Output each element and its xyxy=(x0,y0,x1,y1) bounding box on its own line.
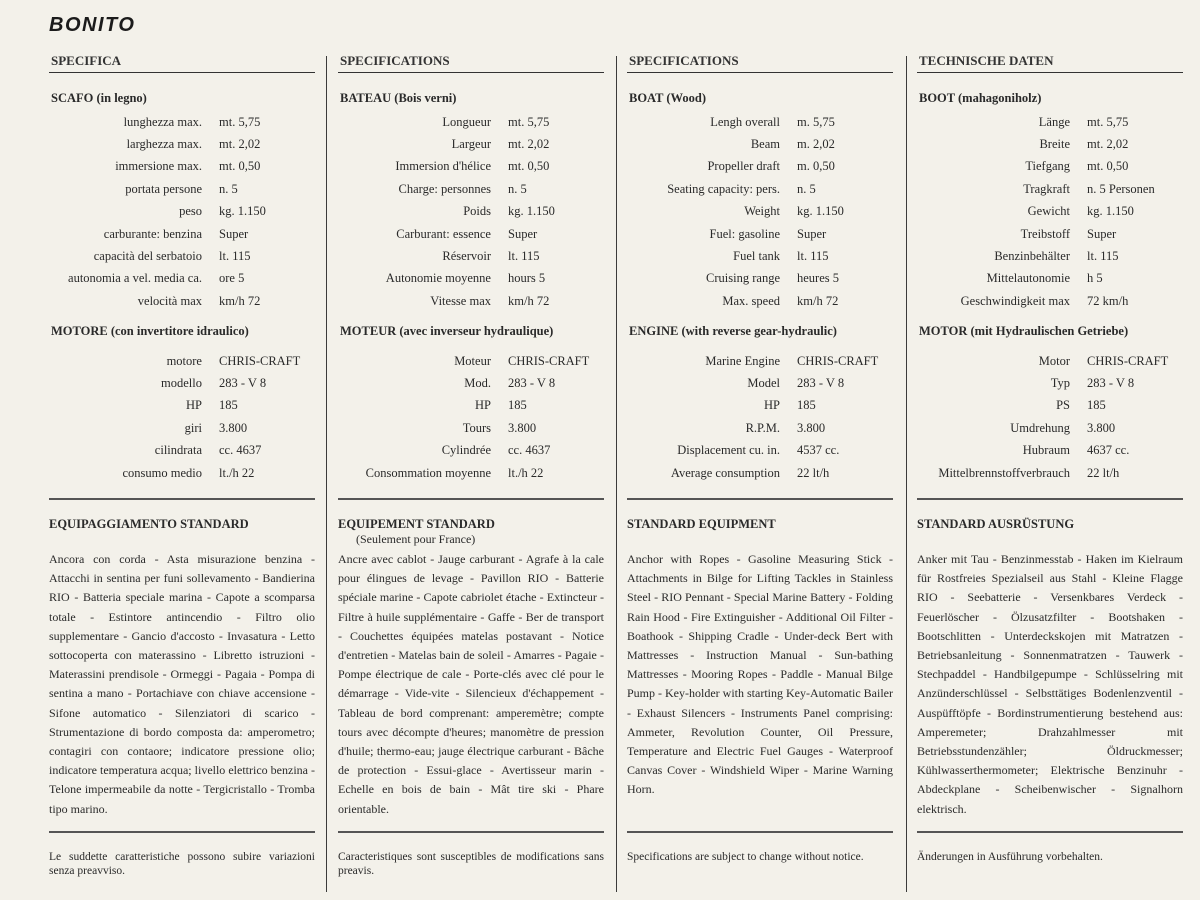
spec-value: 185 xyxy=(508,398,527,413)
spec-value: n. 5 xyxy=(797,181,816,196)
spec-value: n. 5 xyxy=(508,181,527,196)
spec-row xyxy=(338,462,589,484)
spec-label: carburante: benzina xyxy=(103,226,202,241)
column-header: SPECIFICATIONS xyxy=(338,50,604,73)
spec-label: modello xyxy=(161,376,202,391)
spec-label: Mittelautonomie xyxy=(986,271,1070,286)
spec-label: Typ xyxy=(1050,376,1070,391)
spec-label: lunghezza max. xyxy=(123,114,202,129)
spec-label: Mittelbrennstoffverbrauch xyxy=(938,465,1070,480)
spec-label: Tragkraft xyxy=(1023,181,1070,196)
spec-label: Poids xyxy=(463,204,491,219)
spec-value: mt. 0,50 xyxy=(1087,159,1129,174)
spec-label: giri xyxy=(184,420,202,435)
spec-value: lt. 115 xyxy=(1087,249,1119,264)
spec-label: Geschwindigkeit max xyxy=(960,293,1070,308)
equipment-title xyxy=(627,517,776,532)
column-divider xyxy=(906,56,907,892)
spec-label: Fuel tank xyxy=(733,249,780,264)
spec-label: R.P.M. xyxy=(745,420,780,435)
spec-row xyxy=(49,290,266,312)
spec-row xyxy=(627,395,878,417)
spec-label: Motor xyxy=(1038,353,1070,368)
spec-value: n. 5 xyxy=(219,181,238,196)
spec-value: CHRIS-CRAFT xyxy=(219,353,301,368)
spec-row xyxy=(917,440,1168,462)
disclaimer-note: Caracteristiques sont susceptibles de modifications sans preavis. xyxy=(338,851,604,877)
spec-row xyxy=(627,440,878,462)
column-header: SPECIFICA xyxy=(49,50,315,73)
spec-label: HP xyxy=(475,398,491,413)
spec-value: 3.800 xyxy=(797,420,826,435)
spec-value: CHRIS-CRAFT xyxy=(797,353,879,368)
spec-label: Longueur xyxy=(442,114,491,129)
spec-value: mt. 5,75 xyxy=(219,114,261,129)
spec-row xyxy=(338,417,589,439)
spec-row xyxy=(338,395,589,417)
spec-row xyxy=(49,372,300,394)
spec-value: ore 5 xyxy=(219,271,245,286)
equipment-list: Ancre avec cablot - Jauge carburant - Agrafe à la cale pour élingues de levage - Pavillon RIO - Batterie spéciale marine - Capote cabriolet étache - Extincteur - Filtre à huile supplémentaire - Gaffe - Ber de transport - Couchettes équipées matelas postavant - Notice d'entretien - Matelas bain de soleil - Amarres - Pagaie - Pompe électrique de cale - Porte-clés avec clé pour le démarrage - Vide-vite - Silencieux d'échappement - Tableau de bord comprenant: amperemètre; compte tours avec décompte d'heures; manomètre de pression d'huile; thermo-eau; jauge électrique carburant - Bâche de protection - Essui-glace - Avertisseur marin - Echelle en bois de bain - Mât tire ski - Phare orientable. xyxy=(338,552,604,816)
spec-row xyxy=(917,178,1155,200)
spec-row xyxy=(627,133,844,155)
spec-label: Marine Engine xyxy=(705,353,780,368)
spec-row xyxy=(338,133,555,155)
spec-value: lt./h 22 xyxy=(219,465,255,480)
spec-label: velocità max xyxy=(137,293,202,308)
spec-value: cc. 4637 xyxy=(219,443,262,458)
spec-label: Average consumption xyxy=(670,465,780,480)
spec-label: Charge: personnes xyxy=(398,181,491,196)
engine-section-title: MOTORE (con invertitore idraulico) xyxy=(51,324,249,338)
spec-label: immersione max. xyxy=(115,159,202,174)
spec-label: HP xyxy=(764,398,780,413)
spec-row xyxy=(49,201,266,223)
spec-row xyxy=(917,372,1168,394)
spec-label: Tours xyxy=(462,420,491,435)
spec-row xyxy=(49,178,266,200)
spec-value: mt. 2,02 xyxy=(219,137,261,152)
spec-value: 72 km/h xyxy=(1087,293,1129,308)
spec-label: Umdrehung xyxy=(1010,420,1070,435)
spec-row xyxy=(49,223,266,245)
spec-row xyxy=(627,372,878,394)
equipment-title xyxy=(917,517,1074,532)
spec-row xyxy=(627,350,878,372)
spec-row xyxy=(917,111,1155,133)
spec-label: Lengh overall xyxy=(710,114,780,129)
column-divider xyxy=(616,56,617,892)
spec-row xyxy=(917,462,1168,484)
section-divider xyxy=(338,498,604,500)
spec-row xyxy=(917,223,1155,245)
spec-value: Super xyxy=(1087,226,1117,241)
spec-label: Weight xyxy=(744,204,780,219)
spec-row xyxy=(49,156,266,178)
spec-value: 4637 cc. xyxy=(1087,443,1130,458)
spec-value: mt. 5,75 xyxy=(508,114,550,129)
spec-value: n. 5 Personen xyxy=(1087,181,1155,196)
section-divider xyxy=(627,831,893,833)
engine-specs xyxy=(338,350,589,484)
spec-value: kg. 1.150 xyxy=(219,204,266,219)
equipment-subtitle: (Seulement pour France) xyxy=(356,532,476,546)
language-column xyxy=(627,50,893,863)
spec-row xyxy=(338,201,555,223)
spec-value: 185 xyxy=(219,398,238,413)
spec-label: Moteur xyxy=(454,353,491,368)
spec-row xyxy=(49,462,300,484)
spec-label: Benzinbehälter xyxy=(994,249,1070,264)
spec-value: 3.800 xyxy=(1087,420,1116,435)
spec-label: Fuel: gasoline xyxy=(709,226,780,241)
spec-value: CHRIS-CRAFT xyxy=(508,353,590,368)
spec-value: 283 - V 8 xyxy=(1087,376,1135,391)
spec-label: autonomia a vel. media ca. xyxy=(68,271,202,286)
spec-label: Max. speed xyxy=(722,293,780,308)
spec-label: Cruising range xyxy=(706,271,780,286)
spec-value: cc. 4637 xyxy=(508,443,551,458)
spec-label: Largeur xyxy=(451,137,491,152)
spec-label: Seating capacity: pers. xyxy=(667,181,780,196)
spec-value: 3.800 xyxy=(219,420,248,435)
spec-row xyxy=(338,178,555,200)
engine-section-title: MOTOR (mit Hydraulischen Getriebe) xyxy=(919,324,1129,338)
spec-label: Tiefgang xyxy=(1025,159,1070,174)
spec-label: capacità del serbatoio xyxy=(93,249,202,264)
engine-specs xyxy=(917,350,1168,484)
spec-value: 4537 cc. xyxy=(797,443,840,458)
column-header: TECHNISCHE DATEN xyxy=(917,50,1183,73)
hull-specs xyxy=(917,111,1155,313)
spec-row xyxy=(338,372,589,394)
hull-section-title: BOOT (mahagoniholz) xyxy=(919,91,1042,105)
spec-row xyxy=(49,350,300,372)
spec-value: h 5 xyxy=(1087,271,1103,286)
spec-label: peso xyxy=(179,204,202,219)
spec-value: heures 5 xyxy=(797,271,839,286)
spec-value: kg. 1.150 xyxy=(508,204,555,219)
section-divider xyxy=(338,831,604,833)
engine-specs xyxy=(49,350,300,484)
spec-row xyxy=(917,290,1155,312)
spec-row xyxy=(917,156,1155,178)
spec-label: Hubraum xyxy=(1022,443,1070,458)
spec-value: mt. 0,50 xyxy=(508,159,550,174)
spec-label: Consommation moyenne xyxy=(365,465,491,480)
section-divider xyxy=(627,498,893,500)
spec-value: 283 - V 8 xyxy=(797,376,845,391)
spec-value: 22 lt/h xyxy=(1087,465,1120,480)
spec-label: Gewicht xyxy=(1027,204,1070,219)
equipment-title xyxy=(338,517,495,547)
spec-value: kg. 1.150 xyxy=(1087,204,1134,219)
spec-value: Super xyxy=(219,226,249,241)
engine-section-title: MOTEUR (avec inverseur hydraulique) xyxy=(340,324,554,338)
spec-value: mt. 0,50 xyxy=(219,159,261,174)
spec-value: hours 5 xyxy=(508,271,546,286)
spec-row xyxy=(338,440,589,462)
hull-section-title: BATEAU (Bois verni) xyxy=(340,91,457,105)
spec-label: Immersion d'hélice xyxy=(395,159,491,174)
equipment-list: Anker mit Tau - Benzinmesstab - Haken im Kielraum für Rostfreies Spezialseil aus Stahl - Kleine Flagge RIO - Seebatterie - Versenkbares Verdeck - Feuerlöscher - Ölzusatzfilter - Bootshaken - Bootschlitten - Unterdeckskojen mit Matratzen - Betriebsanleitung - Sonnenmatratzen - Tauwerk - Stechpaddel - Handbilgepumpe - Schlüsselring mit Anzünderschlüssel - Selbsttätiges Bodenlenzventil - Auspüfftöpfe - Bordinstrumentierung bestehend aus: Amperemeter; Drahzahlmesser mit Betriebsstundenzähler; Öldruckmesser; Kühlwasserthermometer; Elektrische Benzinuhr - Abdeckplane - Scheibenwischer - Signalhorn elektrisch. xyxy=(917,552,1183,816)
spec-label: Carburant: essence xyxy=(396,226,491,241)
equipment-list: Anchor with Ropes - Gasoline Measuring Stick - Attachments in Bilge for Lifting Tackles in Stainless Steel - RIO Pennant - Special Marine Battery - Folding Rain Hood - Fire Extinguisher - Additional Oil Filter - Boathook - Shipping Cradle - Under-deck Bert with Mattresses - Instruction Manual - Sun-bathing Mattresses - Mooring Ropes - Paddle - Manual Bilge Pump - Key-holder with starting Key-Automatic Bailer - Exhaust Silencers - Instruments Panel comprising: Ammeter, Revolution Counter, Oil Pressure, Temperature and Electric Fuel Gauges - Waterproof Canvas Cover - Windshield Wiper - Marine Warning Horn. xyxy=(627,552,893,797)
spec-label: consumo medio xyxy=(122,465,202,480)
section-divider xyxy=(917,498,1183,500)
spec-value: km/h 72 xyxy=(508,293,550,308)
spec-value: lt. 115 xyxy=(219,249,251,264)
disclaimer-note: Änderungen in Ausführung vorbehalten. xyxy=(917,851,1103,863)
spec-row xyxy=(627,201,844,223)
spec-value: mt. 2,02 xyxy=(508,137,550,152)
spec-label: Autonomie moyenne xyxy=(385,271,491,286)
spec-row xyxy=(49,111,266,133)
spec-row xyxy=(49,133,266,155)
spec-label: Treibstoff xyxy=(1020,226,1070,241)
spec-label: PS xyxy=(1056,398,1070,413)
spec-row xyxy=(627,462,878,484)
spec-label: Propeller draft xyxy=(707,159,780,174)
spec-row xyxy=(627,111,844,133)
equipment-title-text: STANDARD EQUIPMENT xyxy=(627,517,776,531)
hull-specs xyxy=(338,111,555,313)
spec-row xyxy=(338,245,555,267)
spec-label: Model xyxy=(747,376,780,391)
equipment-title-text: EQUIPEMENT STANDARD xyxy=(338,517,495,531)
spec-row xyxy=(338,156,555,178)
section-divider xyxy=(49,831,315,833)
section-divider xyxy=(917,831,1183,833)
language-column xyxy=(338,50,604,877)
spec-row xyxy=(917,133,1155,155)
spec-value: km/h 72 xyxy=(797,293,839,308)
spec-value: 3.800 xyxy=(508,420,537,435)
spec-label: Cylindrée xyxy=(441,443,491,458)
spec-value: mt. 2,02 xyxy=(1087,137,1129,152)
spec-row xyxy=(627,178,844,200)
equipment-list: Ancora con corda - Asta misurazione benzina - Attacchi in sentina per funi sollevamento - Bandierina RIO - Batteria speciale marina - Capote a scomparsa totale - Estintore antincendio - Filtro olio supplementare - Gancio d'accosto - Invasatura - Letto sottocoperta con materassino - Libretto istruzioni - Materassini prendisole - Ormeggi - Pagaia - Pompa di sentina a mano - Portachiave con chiave accensione - Sifone automatico - Silenziatori di scarico - Strumentazione di bordo composta da: amperometro; contagiri con contaore; indicatore pressione olio; indicatore temperatura acqua; livello elettrico benzina - Telone impermeabile da notte - Tergicristallo - Tromba tipo marino. xyxy=(49,552,315,816)
equipment-title xyxy=(49,517,249,532)
spec-value: lt. 115 xyxy=(508,249,540,264)
column-divider xyxy=(326,56,327,892)
column-header: SPECIFICATIONS xyxy=(627,50,893,73)
hull-section-title: SCAFO (in legno) xyxy=(51,91,147,105)
spec-value: Super xyxy=(797,226,827,241)
spec-label: motore xyxy=(166,353,202,368)
equipment-title-text: EQUIPAGGIAMENTO STANDARD xyxy=(49,517,249,531)
spec-label: Vitesse max xyxy=(430,293,491,308)
spec-label: Réservoir xyxy=(442,249,491,264)
spec-row xyxy=(338,268,555,290)
spec-label: Breite xyxy=(1039,137,1070,152)
engine-specs xyxy=(627,350,878,484)
spec-row xyxy=(917,350,1168,372)
spec-value: 283 - V 8 xyxy=(219,376,267,391)
spec-row xyxy=(49,440,300,462)
spec-label: larghezza max. xyxy=(126,137,202,152)
spec-value: CHRIS-CRAFT xyxy=(1087,353,1169,368)
spec-label: HP xyxy=(186,398,202,413)
spec-value: lt. 115 xyxy=(797,249,829,264)
spec-row xyxy=(49,395,300,417)
hull-section-title: BOAT (Wood) xyxy=(629,91,706,105)
language-column xyxy=(49,50,315,877)
spec-value: m. 5,75 xyxy=(797,114,835,129)
spec-value: mt. 5,75 xyxy=(1087,114,1129,129)
spec-row xyxy=(338,290,555,312)
spec-label: Länge xyxy=(1038,114,1070,129)
engine-section-title: ENGINE (with reverse gear-hydraulic) xyxy=(629,324,837,338)
spec-row xyxy=(338,223,555,245)
spec-row xyxy=(627,223,844,245)
spec-value: km/h 72 xyxy=(219,293,261,308)
spec-row xyxy=(627,268,844,290)
spec-value: kg. 1.150 xyxy=(797,204,844,219)
spec-row xyxy=(627,245,844,267)
spec-value: 185 xyxy=(1087,398,1106,413)
spec-label: Beam xyxy=(750,137,780,152)
spec-label: Displacement cu. in. xyxy=(677,443,780,458)
spec-row xyxy=(627,156,844,178)
spec-row xyxy=(49,268,266,290)
spec-row xyxy=(917,245,1155,267)
spec-label: cilindrata xyxy=(154,443,202,458)
spec-value: m. 2,02 xyxy=(797,137,835,152)
language-column xyxy=(917,50,1183,863)
spec-row xyxy=(49,417,300,439)
spec-row xyxy=(917,268,1155,290)
spec-row xyxy=(917,417,1168,439)
spec-row xyxy=(917,395,1168,417)
spec-row xyxy=(627,417,878,439)
spec-row xyxy=(627,290,844,312)
spec-value: 283 - V 8 xyxy=(508,376,556,391)
disclaimer-note: Specifications are subject to change without notice. xyxy=(627,851,864,863)
spec-row xyxy=(917,201,1155,223)
spec-value: m. 0,50 xyxy=(797,159,835,174)
spec-value: lt./h 22 xyxy=(508,465,544,480)
hull-specs xyxy=(49,111,266,313)
disclaimer-note: Le suddette caratteristiche possono subire variazioni senza preavviso. xyxy=(49,851,315,877)
spec-label: Mod. xyxy=(464,376,491,391)
section-divider xyxy=(49,498,315,500)
spec-value: Super xyxy=(508,226,538,241)
spec-row xyxy=(338,111,555,133)
spec-value: 22 lt/h xyxy=(797,465,830,480)
spec-value: 185 xyxy=(797,398,816,413)
hull-specs xyxy=(627,111,844,313)
equipment-title-text: STANDARD AUSRÜSTUNG xyxy=(917,517,1075,531)
brand-title: BONITO xyxy=(49,14,136,36)
spec-row xyxy=(49,245,266,267)
spec-label: portata persone xyxy=(125,181,202,196)
spec-row xyxy=(338,350,589,372)
